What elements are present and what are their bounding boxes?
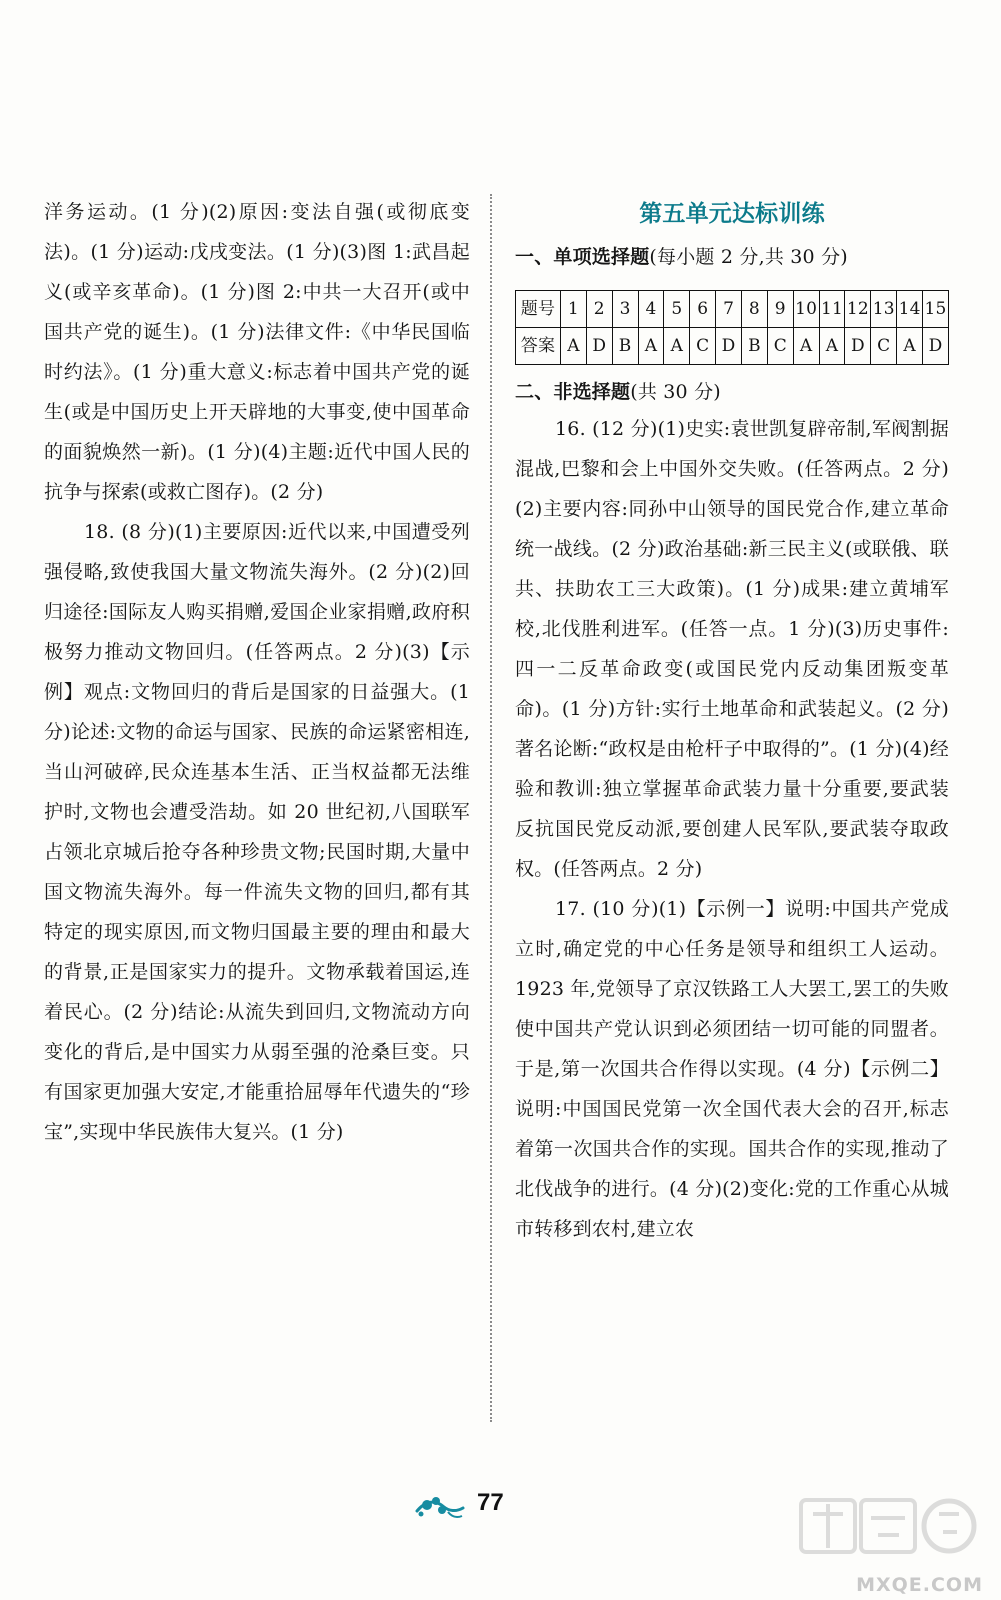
answer-cell: B bbox=[612, 328, 638, 365]
multiple-choice-title: 一、单项选择题 bbox=[515, 246, 650, 268]
watermark-url: MXQE.COM bbox=[856, 1574, 983, 1596]
answer-table-row-answers bbox=[516, 328, 949, 365]
non-choice-note: (共 30 分) bbox=[630, 381, 721, 403]
continued-answer-paragraph: 洋务运动。(1 分)(2)原因:变法自强(或彻底变法)。(1 分)运动:戊戌变法。(1 分)(3)图 1:武昌起义(或辛亥革命)。(1 分)图 2:中共一大召开(或中国共产党的诞生)。(1 分)法律文件:《中华民国临时约法》。(1 分)重大意义:标志着中国共产党的诞生(或是中国历史上开天辟地的大事变,使中国革命的面貌焕然一新)。(1 分)(4)主题:近代中国人民的抗争与探索(或救亡图存)。(2 分) bbox=[44, 201, 470, 503]
question-number-cell: 8 bbox=[742, 291, 768, 328]
answer-table-row-numbers bbox=[516, 291, 949, 328]
non-choice-heading bbox=[515, 375, 949, 409]
answer-cell: A bbox=[793, 328, 819, 365]
right-column bbox=[515, 192, 949, 1249]
answer-cell: A bbox=[819, 328, 845, 365]
question-number-cell: 2 bbox=[586, 291, 612, 328]
question-number-cell: 12 bbox=[845, 291, 871, 328]
answer-cell: A bbox=[897, 328, 923, 365]
question-number-cell: 13 bbox=[871, 291, 897, 328]
answer-cell: A bbox=[664, 328, 690, 365]
multiple-choice-note: (每小题 2 分,共 30 分) bbox=[649, 246, 848, 268]
page-footer bbox=[414, 1486, 574, 1530]
unit-title: 第五单元达标训练 bbox=[639, 200, 825, 227]
question-17-answer: 17. (10 分)(1)【示例一】说明:中国共产党成立时,确定党的中心任务是领导和组织工人运动。1923 年,党领导了京汉铁路工人大罢工,罢工的失败使中国共产党认识到必须团结一切可能的同盟者。于是,第一次国共合作得以实现。(4 分)【示例二】说明:中国国民党第一次全国代表大会的召开,标志着第一次国共合作的实现。国共合作的实现,推动了北伐战争的进行。(4 分)(2)变化:党的工作重心从城市转移到农村,建立农 bbox=[515, 898, 949, 1240]
watermark-logo-icon bbox=[783, 1490, 983, 1566]
flower-ornament-icon bbox=[414, 1490, 466, 1524]
answer-cell: D bbox=[716, 328, 742, 365]
table-row-label: 答案 bbox=[516, 328, 561, 365]
question-number-cell: 3 bbox=[612, 291, 638, 328]
answer-cell: D bbox=[586, 328, 612, 365]
answer-cell: C bbox=[767, 328, 793, 365]
answer-cell: C bbox=[690, 328, 716, 365]
question-number-cell: 10 bbox=[793, 291, 819, 328]
left-column bbox=[44, 192, 470, 1152]
question-16-answer: 16. (12 分)(1)史实:袁世凯复辟帝制,军阀割据混战,巴黎和会上中国外交失败。(任答两点。2 分)(2)主要内容:同孙中山领导的国民党合作,建立革命统一战线。(2 分)政治基础:新三民主义(或联俄、联共、扶助农工三大政策)。(1 分)成果:建立黄埔军校,北伐胜利进军。(任答一点。1 分)(3)历史事件:四一二反革命政变(或国民党内反动集团叛变革命)。(1 分)方针:实行土地革命和武装起义。(2 分)著名论断:“政权是由枪杆子中取得的”。(1 分)(4)经验和教训:独立掌握革命武装力量十分重要,要武装反抗国民党反动派,要创建人民军队,要武装夺取政权。(任答两点。2 分) bbox=[515, 418, 949, 880]
answer-cell: C bbox=[871, 328, 897, 365]
question-18-answer: 18. (8 分)(1)主要原因:近代以来,中国遭受列强侵略,致使我国大量文物流失海外。(2 分)(2)回归途径:国际友人购买捐赠,爱国企业家捐赠,政府积极努力推动文物回归。(任答两点。2 分)(3)【示例】观点:文物回归的背后是国家的日益强大。(1 分)论述:文物的命运与国家、民族的命运紧密相连,当山河破碎,民众连基本生活、正当权益都无法维护时,文物也会遭受浩劫。如 20 世纪初,八国联军占领北京城后抢夺各种珍贵文物;民国时期,大量中国文物流失海外。每一件流失文物的回归,都有其特定的现实原因,而文物归国最主要的理由和最大的背景,正是国家实力的提升。文物承载着国运,连着民心。(2 分)结论:从流失到回归,文物流动方向变化的背后,是中国实力从弱至强的沧桑巨变。只有国家更加强大安定,才能重拾屈辱年代遗失的“珍宝”,实现中华民族伟大复兴。(1 分) bbox=[44, 521, 470, 1143]
question-number-cell: 6 bbox=[690, 291, 716, 328]
answer-cell: D bbox=[923, 328, 949, 365]
question-number-cell: 5 bbox=[664, 291, 690, 328]
answer-cell: B bbox=[742, 328, 768, 365]
question-number-cell: 7 bbox=[716, 291, 742, 328]
question-number-cell: 4 bbox=[638, 291, 664, 328]
multiple-choice-heading bbox=[515, 240, 949, 274]
answer-cell: A bbox=[561, 328, 587, 365]
column-divider bbox=[490, 194, 492, 1422]
question-number-cell: 9 bbox=[767, 291, 793, 328]
answer-table bbox=[515, 290, 949, 365]
table-row-label: 题号 bbox=[516, 291, 561, 328]
answer-cell: A bbox=[638, 328, 664, 365]
answer-cell: D bbox=[845, 328, 871, 365]
question-number-cell: 14 bbox=[897, 291, 923, 328]
question-number-cell: 15 bbox=[923, 291, 949, 328]
page-number: 77 bbox=[477, 1489, 504, 1516]
question-number-cell: 11 bbox=[819, 291, 845, 328]
non-choice-title: 二、非选择题 bbox=[515, 381, 631, 403]
question-number-cell: 1 bbox=[561, 291, 587, 328]
